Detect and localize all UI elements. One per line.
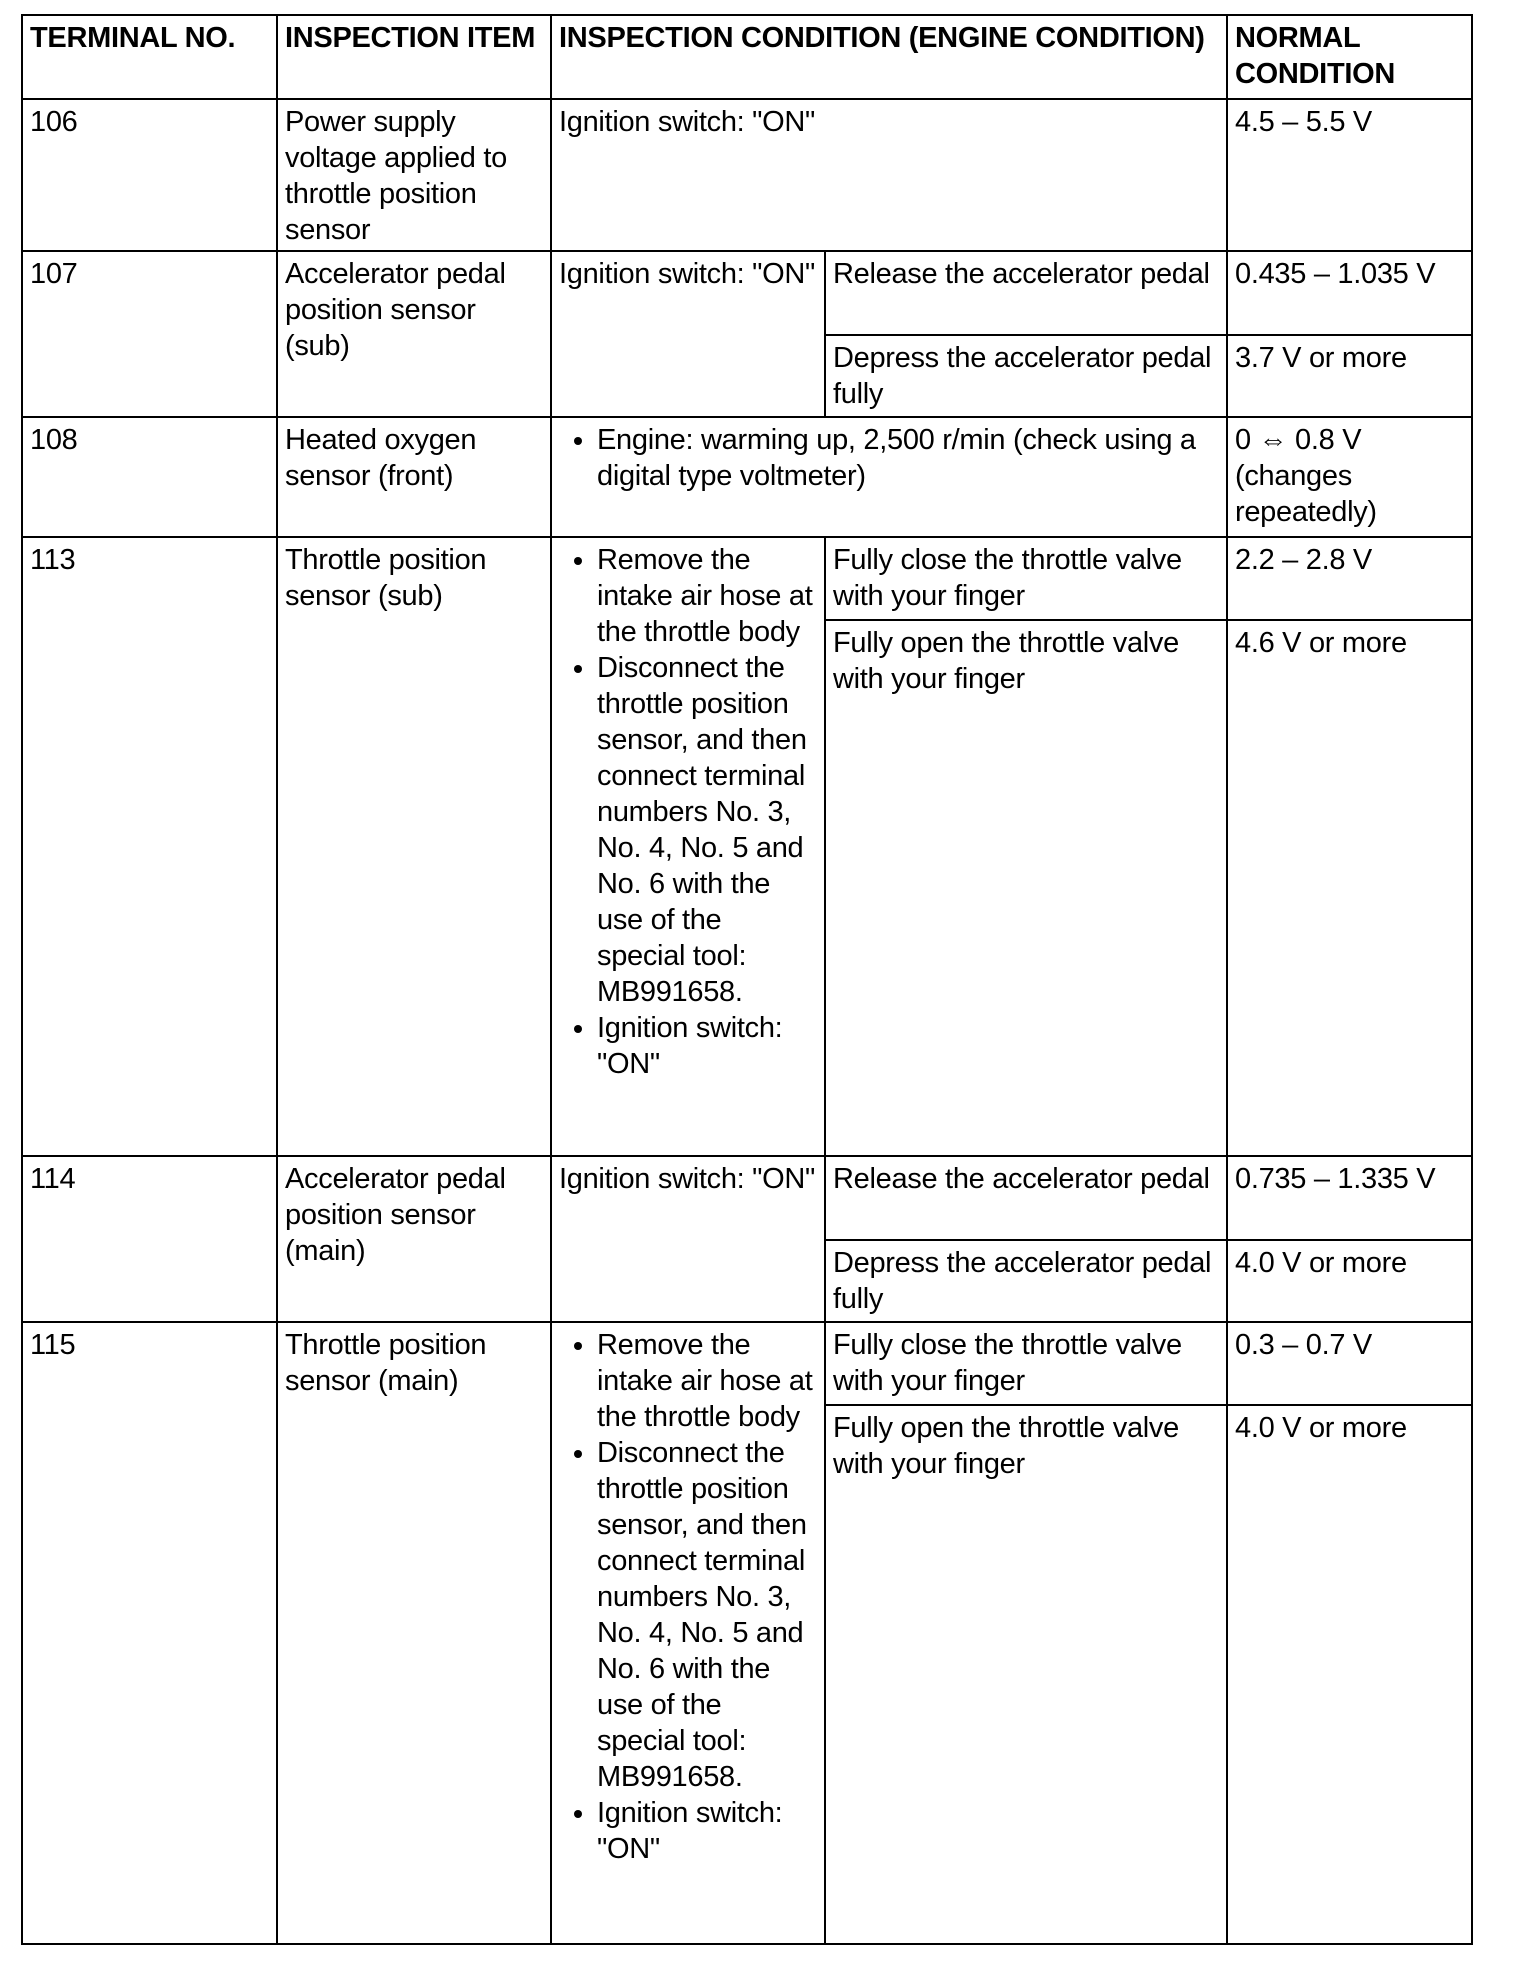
condition-bullet-list xyxy=(559,542,817,1082)
terminal-number-cell: 114 xyxy=(21,1155,278,1323)
normal-condition-cell: 4.5 – 5.5 V xyxy=(1226,98,1473,252)
sub-condition-cell: Fully close the throttle valve with your finger xyxy=(824,536,1228,621)
sub-condition-cell: Fully open the throttle valve with your finger xyxy=(824,1404,1228,1945)
terminal-number-cell: 107 xyxy=(21,250,278,418)
normal-condition-cell: 4.6 V or more xyxy=(1226,619,1473,1157)
sub-condition-cell: Depress the accelerator pedal fully xyxy=(824,1239,1228,1323)
inspection-condition-cell xyxy=(550,536,826,1157)
header-inspection-condition: INSPECTION CONDITION (ENGINE CONDITION) xyxy=(550,14,1228,100)
header-inspection-item: INSPECTION ITEM xyxy=(276,14,552,100)
sub-condition-cell: Fully open the throttle valve with your finger xyxy=(824,619,1228,1157)
normal-condition-cell: 0.3 – 0.7 V xyxy=(1226,1321,1473,1406)
terminal-number-cell: 106 xyxy=(21,98,278,252)
normal-condition-cell: 4.0 V or more xyxy=(1226,1239,1473,1323)
normal-condition-cell: 0 ⇔ 0.8 V (changes repeatedly) xyxy=(1226,416,1473,538)
inspection-item-cell: Accelerator pedal position sensor (main) xyxy=(276,1155,552,1323)
terminal-number-cell: 115 xyxy=(21,1321,278,1945)
normal-condition-cell: 0.735 – 1.335 V xyxy=(1226,1155,1473,1241)
normal-condition-cell: 4.0 V or more xyxy=(1226,1404,1473,1945)
inspection-item-cell: Throttle position sensor (sub) xyxy=(276,536,552,1157)
normal-condition-cell: 0.435 – 1.035 V xyxy=(1226,250,1473,336)
condition-bullet: • Remove the intake air hose at the throttle body xyxy=(597,1327,817,1435)
sub-condition-cell: Depress the accelerator pedal fully xyxy=(824,334,1228,418)
condition-bullet: • Remove the intake air hose at the throttle body xyxy=(597,542,817,650)
condition-bullet: • Ignition switch: "ON" xyxy=(597,1010,817,1082)
condition-bullet: • Disconnect the throttle position sensor, and then connect terminal numbers No. 3, No. 4, No. 5 and No. 6 with the use of the special tool: MB991658. xyxy=(597,1435,817,1795)
sub-condition-cell: Release the accelerator pedal xyxy=(824,1155,1228,1241)
inspection-item-cell: Heated oxygen sensor (front) xyxy=(276,416,552,538)
inspection-item-cell: Accelerator pedal position sensor (sub) xyxy=(276,250,552,418)
normal-condition-cell: 3.7 V or more xyxy=(1226,334,1473,418)
header-terminal-no: TERMINAL NO. xyxy=(21,14,278,100)
inspection-condition-cell: Ignition switch: "ON" xyxy=(550,1155,826,1323)
condition-bullet: • Ignition switch: "ON" xyxy=(597,1795,817,1867)
inspection-condition-cell: Ignition switch: "ON" xyxy=(550,250,826,418)
inspection-condition-cell xyxy=(550,416,1228,538)
normal-condition-cell: 2.2 – 2.8 V xyxy=(1226,536,1473,621)
inspection-item-cell: Throttle position sensor (main) xyxy=(276,1321,552,1945)
header-normal-condition: NORMAL CONDITION xyxy=(1226,14,1473,100)
inspection-condition-cell xyxy=(550,1321,826,1945)
inspection-item-cell: Power supply voltage applied to throttle position sensor xyxy=(276,98,552,252)
condition-bullet: • Engine: warming up, 2,500 r/min (check using a digital type voltmeter) xyxy=(597,422,1219,494)
sub-condition-cell: Release the accelerator pedal xyxy=(824,250,1228,336)
condition-bullet-list xyxy=(559,422,1219,494)
sub-condition-cell: Fully close the throttle valve with your finger xyxy=(824,1321,1228,1406)
condition-bullet-list xyxy=(559,1327,817,1867)
inspection-condition-cell: Ignition switch: "ON" xyxy=(550,98,1228,252)
condition-bullet: • Disconnect the throttle position sensor, and then connect terminal numbers No. 3, No. 4, No. 5 and No. 6 with the use of the special tool: MB991658. xyxy=(597,650,817,1010)
terminal-number-cell: 108 xyxy=(21,416,278,538)
terminal-number-cell: 113 xyxy=(21,536,278,1157)
